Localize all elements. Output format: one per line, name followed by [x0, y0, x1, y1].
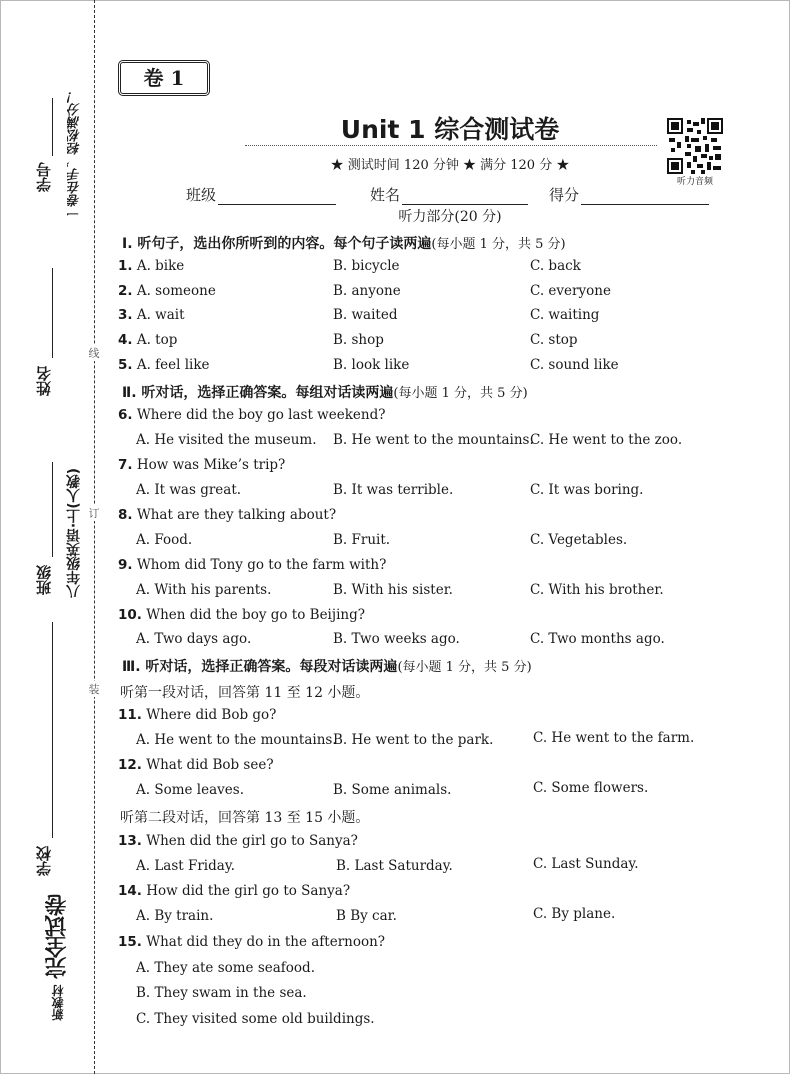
option-a[interactable]: A. They ate some seafood. [136, 960, 315, 976]
question-number: 5. [118, 357, 133, 373]
option-b[interactable]: B. It was terrible. [333, 482, 454, 498]
margin-school-field[interactable] [52, 622, 53, 838]
option-a[interactable]: A. top [136, 332, 178, 348]
question-number: 15. [118, 934, 142, 950]
option-c[interactable]: C. It was boring. [530, 482, 644, 498]
series-logo-small: 新教材 [51, 984, 65, 1021]
option-a[interactable]: A. Some leaves. [136, 782, 244, 798]
option-a[interactable]: A. wait [136, 307, 185, 323]
question-stem: How was Mike’s trip? [136, 457, 286, 473]
option-b[interactable]: B. shop [333, 332, 384, 348]
section-2-title: Ⅱ. 听对话，选择正确答案。每组对话读两遍 [122, 385, 394, 401]
score-label: 得分 [549, 186, 580, 204]
score-field[interactable] [549, 184, 709, 205]
margin-class-field[interactable] [52, 462, 53, 557]
option-a[interactable]: A. With his parents. [136, 582, 272, 598]
qr-caption: 听力音频 [676, 177, 713, 187]
cut-mark-line: 线 [86, 345, 102, 361]
option-b[interactable]: B. With his sister. [333, 582, 453, 598]
class-label: 班级 [186, 186, 217, 204]
option-b[interactable]: B. anyone [333, 283, 401, 299]
question-number: 9. [118, 557, 133, 573]
option-b[interactable]: B By car. [336, 908, 397, 924]
question-text [118, 607, 365, 623]
question-stem: What did they do in the afternoon? [146, 934, 386, 950]
question-stem: Where did Bob go? [146, 707, 277, 723]
qr-code-icon[interactable] [667, 118, 723, 174]
section-2-heading [122, 382, 528, 402]
question-stem: Whom did Tony go to the farm with? [136, 557, 387, 573]
question-number: 2. [118, 283, 133, 299]
option-c[interactable]: C. They visited some old buildings. [136, 1011, 375, 1027]
margin-name-field[interactable] [52, 268, 53, 358]
option-c[interactable]: C. He went to the zoo. [530, 432, 683, 448]
page-title: Unit 1 综合测试卷 [340, 115, 560, 144]
option-c[interactable]: C. sound like [530, 357, 619, 373]
question-row [118, 283, 216, 299]
question-text [118, 757, 274, 773]
section-2-note: (每小题 1 分，共 5 分) [393, 386, 528, 401]
option-a[interactable]: A. Two days ago. [136, 631, 252, 647]
option-a[interactable]: A. bike [136, 258, 185, 274]
option-c[interactable]: C. Some flowers. [533, 780, 649, 796]
margin-student-id-field[interactable] [52, 98, 53, 156]
paper-number-badge: 卷 1 [118, 60, 210, 96]
name-field[interactable] [370, 184, 528, 205]
question-number: 1. [118, 258, 133, 274]
question-text [118, 934, 385, 950]
cut-mark-staple: 订 [86, 505, 102, 521]
question-text [118, 407, 385, 423]
option-c[interactable]: C. He went to the farm. [533, 730, 695, 746]
option-a[interactable]: A. someone [136, 283, 216, 299]
section-1-heading [122, 233, 566, 253]
score-blank[interactable] [581, 204, 709, 205]
option-b[interactable]: B. He went to the park. [333, 732, 494, 748]
question-number: 7. [118, 457, 133, 473]
question-stem: What are they talking about? [136, 507, 337, 523]
option-b[interactable]: B. He went to the mountains. [333, 432, 534, 448]
cut-mark-bind: 装 [86, 681, 102, 697]
option-b[interactable]: B. waited [333, 307, 398, 323]
question-stem: When did the boy go to Beijing? [146, 607, 365, 623]
question-stem: When did the girl go to Sanya? [146, 833, 358, 849]
option-c[interactable]: C. stop [530, 332, 578, 348]
question-text [118, 833, 358, 849]
question-stem: How did the girl go to Sanya? [146, 883, 351, 899]
series-logo-big: 完全试卷 [45, 895, 70, 979]
question-number: 11. [118, 707, 142, 723]
margin-name-label: 姓名 [35, 366, 53, 396]
option-b[interactable]: B. look like [333, 357, 410, 373]
question-stem: Where did the boy go last weekend? [136, 407, 386, 423]
question-text [118, 557, 386, 573]
option-b[interactable]: B. Two weeks ago. [333, 631, 460, 647]
option-c[interactable]: C. By plane. [533, 906, 616, 922]
option-b[interactable]: B. They swam in the sea. [136, 985, 307, 1001]
option-c[interactable]: C. back [530, 258, 581, 274]
dialogue-2-intro: 听第二段对话，回答第 13 至 15 小题。 [120, 810, 370, 826]
class-field[interactable] [186, 184, 336, 205]
option-c[interactable]: C. Last Sunday. [533, 856, 639, 872]
margin-class-label: 班级 [35, 565, 53, 595]
section-3-note: (每小题 1 分，共 5 分) [397, 660, 532, 675]
option-b[interactable]: B. bicycle [333, 258, 400, 274]
question-text [118, 457, 285, 473]
option-a[interactable]: A. He went to the mountains. [136, 732, 337, 748]
option-a[interactable]: A. feel like [136, 357, 210, 373]
section-1-title: Ⅰ. 听句子，选出你所听到的内容。每个句子读两遍 [122, 236, 432, 252]
option-b[interactable]: B. Last Saturday. [336, 858, 453, 874]
option-c[interactable]: C. waiting [530, 307, 600, 323]
question-text [118, 883, 350, 899]
option-a[interactable]: A. He visited the museum. [136, 432, 317, 448]
option-c[interactable]: C. Vegetables. [530, 532, 628, 548]
question-stem: What did Bob see? [146, 757, 274, 773]
dialogue-1-intro: 听第一段对话，回答第 11 至 12 小题。 [120, 685, 370, 701]
section-3-heading [122, 656, 532, 676]
option-a[interactable]: A. It was great. [136, 482, 242, 498]
option-b[interactable]: B. Some animals. [333, 782, 452, 798]
margin-book-title: 八年级英语·上(人教) [66, 468, 82, 599]
option-b[interactable]: B. Fruit. [333, 532, 391, 548]
question-number: 6. [118, 407, 133, 423]
question-number: 3. [118, 307, 133, 323]
question-row [118, 357, 210, 373]
question-row [118, 332, 177, 348]
series-logo [42, 895, 73, 1021]
option-a[interactable]: A. Last Friday. [136, 858, 235, 874]
class-blank[interactable] [218, 204, 336, 205]
question-text [118, 707, 276, 723]
exam-meta: ★ 测试时间 120 分钟 ★ 满分 120 分 ★ [330, 158, 570, 173]
question-number: 14. [118, 883, 142, 899]
question-number: 8. [118, 507, 133, 523]
question-number: 4. [118, 332, 133, 348]
option-c[interactable]: C. everyone [530, 283, 611, 299]
question-text [118, 507, 336, 523]
margin-school-label: 学校 [35, 846, 53, 876]
margin-motto: 一卷在手，轻松满分！ [68, 90, 83, 220]
option-c[interactable]: C. With his brother. [530, 582, 664, 598]
name-label: 姓名 [370, 186, 401, 204]
question-number: 10. [118, 607, 142, 623]
margin-student-id-label: 学号 [35, 162, 53, 192]
name-blank[interactable] [402, 204, 528, 205]
question-row [118, 258, 184, 274]
title-divider [245, 145, 657, 146]
question-number: 12. [118, 757, 142, 773]
listening-part-heading: 听力部分(20 分) [398, 209, 502, 225]
option-c[interactable]: C. Two months ago. [530, 631, 665, 647]
question-number: 13. [118, 833, 142, 849]
question-row [118, 307, 185, 323]
option-a[interactable]: A. Food. [136, 532, 193, 548]
section-3-title: Ⅲ. 听对话，选择正确答案。每段对话读两遍 [122, 659, 398, 675]
binding-cut-line [94, 0, 95, 1074]
section-1-note: (每小题 1 分，共 5 分) [431, 237, 566, 252]
option-a[interactable]: A. By train. [136, 908, 214, 924]
